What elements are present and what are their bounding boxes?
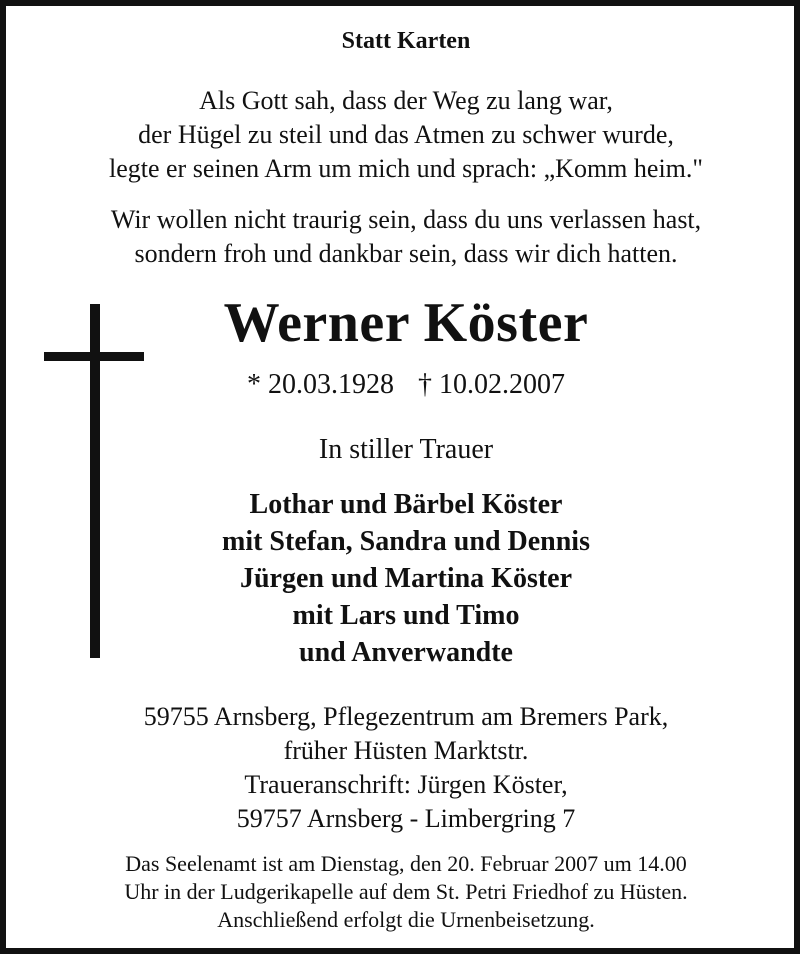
verse-line: Wir wollen nicht traurig sein, dass du uns verlassen hast, xyxy=(110,205,702,234)
address-line: 59757 Arnsberg - Limbergring 7 xyxy=(236,804,576,833)
address-line: Traueranschrift: Jürgen Köster, xyxy=(244,770,568,799)
birth-date: * 20.03.1928 xyxy=(247,369,394,400)
in-mourning-label: In stiller Trauer xyxy=(318,434,494,465)
verse-line: sondern froh und dankbar sein, dass wir dich hatten. xyxy=(134,239,678,268)
service-line: Uhr in der Ludgerikapelle auf dem St. Petri Friedhof zu Hüsten. xyxy=(124,879,688,904)
service-line: Das Seelenamt ist am Dienstag, den 20. Februar 2007 um 14.00 xyxy=(125,851,687,876)
deceased-name: Werner Köster xyxy=(223,292,589,354)
verse-line: der Hügel zu steil und das Atmen zu schwer wurde, xyxy=(138,120,674,149)
address-line: 59755 Arnsberg, Pflegezentrum am Bremers Park, xyxy=(143,702,669,731)
address-line: früher Hüsten Marktstr. xyxy=(283,736,529,765)
mourner-line: mit Lars und Timo xyxy=(292,600,520,631)
mourner-line: Lothar und Bärbel Köster xyxy=(249,489,563,520)
service-line: Anschließend erfolgt die Urnenbeisetzung. xyxy=(217,907,595,932)
life-dates xyxy=(6,369,800,401)
mourner-line: Jürgen und Martina Köster xyxy=(239,563,573,594)
mourner-line: mit Stefan, Sandra und Dennis xyxy=(222,526,590,557)
notice-header: Statt Karten xyxy=(341,28,471,54)
mourner-line: und Anverwandte xyxy=(299,637,513,668)
death-date: † 10.02.2007 xyxy=(418,369,565,400)
verse-line: legte er seinen Arm um mich und sprach: „Komm heim." xyxy=(108,154,704,183)
verse-line: Als Gott sah, dass der Weg zu lang war, xyxy=(199,86,613,115)
